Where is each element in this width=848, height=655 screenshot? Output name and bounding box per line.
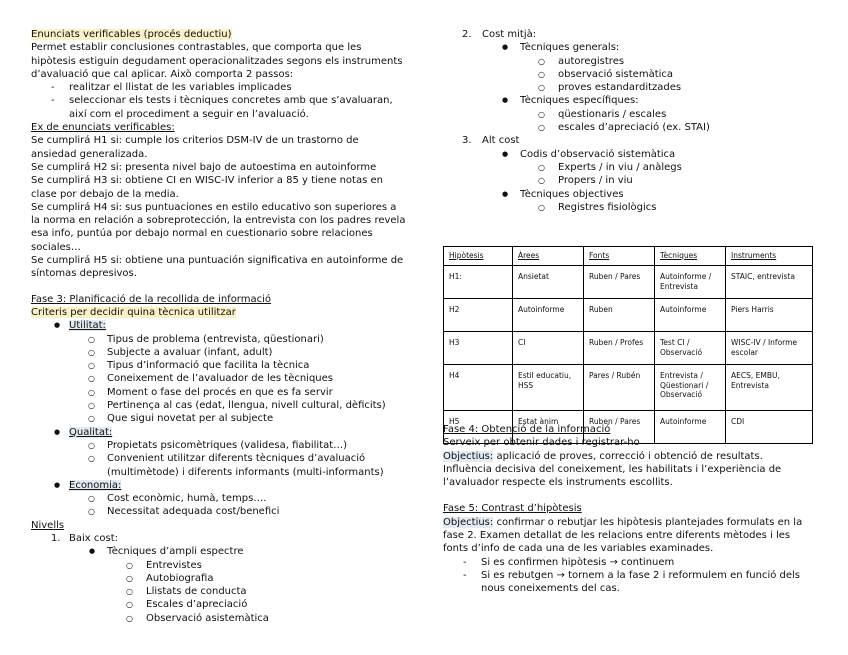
phase5-title: Fase 5: Contrast d’hipòtesis (443, 503, 582, 515)
table-cell: Ruben / Profes (584, 332, 655, 365)
step-item: - realitzar el llistat de les variables implicades (31, 81, 406, 94)
table-header: Instruments (726, 247, 813, 266)
table-cell: STAIC, entrevista (726, 266, 813, 299)
phase4-objectives: Objectius: aplicació de proves, correcció i obtenció de resultats. (443, 450, 763, 462)
phase4-line3: Influència decisiva del coneixement, les habilitats i l’experiència de l’avaluador respecte els instruments escollits. (443, 463, 782, 489)
list-item: ○ Observació asistemàtica (31, 612, 406, 625)
levels-title: Nivells (31, 519, 65, 531)
table-cell: Ansietat (513, 266, 584, 299)
criteria-economia: ● Economia: (31, 479, 406, 492)
example-h2: Se cumplirá H2 si: presenta nivel bajo de autoestima en autoinforme (31, 161, 377, 173)
table-cell: CDI (726, 411, 813, 444)
phase4-line1: Serveix per obtenir dades i registrar-ho (443, 437, 640, 449)
table-cell: Pares / Rubén (584, 365, 655, 411)
table-cell: Ruben / Pares (584, 411, 655, 444)
right-column-top (443, 28, 818, 214)
list-item: ○ autoregistres (443, 55, 818, 68)
phase5-list (443, 556, 818, 596)
level-3-group: ● Codis d’observació sistemàtica (443, 148, 818, 161)
level-3: 3. Alt cost (462, 135, 520, 147)
list-item: ○ proves estandarditzades (443, 81, 818, 94)
table-cell: AECS, EMBU, Entrevista (726, 365, 813, 411)
heading-verifiable: Enunciats verificables (procés deductiu) (31, 29, 232, 40)
examples-title: Ex de enunciats verificables: (31, 122, 175, 134)
table-cell: H1: (444, 266, 513, 299)
table-row (444, 332, 813, 365)
table-cell: Autoinforme (655, 411, 726, 444)
list-item: ○ Propers / in viu (443, 174, 818, 187)
phase3-title: Fase 3: Planificació de la recollida de informació (31, 293, 272, 305)
level-1: 1. Baix cost: (51, 532, 118, 544)
level-2-group: ● Tècniques específiques: (443, 94, 818, 107)
list-item: ○ Subjecte a avaluar (infant, adult) (31, 346, 406, 359)
table-header: Tècniques (655, 247, 726, 266)
table-header: Àrees (513, 247, 584, 266)
list-item: ○ Tipus d’informació que facilita la tècnica (31, 359, 406, 372)
intro-text: Permet establir conclusiones contrastables, que comporta que les hipòtesis estiguin degudament operacionalitzades segons els instruments d’avaluació que cal aplicar. Això comporta 2 passos: (31, 42, 403, 80)
list-item: ○ Moment o fase del procés en que es fa servir (31, 386, 406, 399)
list-item: - Si es confirmen hipòtesis → continuem (443, 556, 818, 569)
list-item: ○ Registres fisiològics (443, 201, 818, 214)
table-cell: Test CI / Observació (655, 332, 726, 365)
table-cell: Autoinforme / Entrevista (655, 266, 726, 299)
table-cell: Piers Harris (726, 299, 813, 332)
step-item: - seleccionar els tests i tècniques concretes amb que s’avaluaran, així com el procediment a seguir en l’avaluació. (31, 94, 406, 121)
list-item: ○ Que sigui novetat per al subjecte (31, 412, 406, 425)
list-item: ○ qüestionaris / escales (443, 108, 818, 121)
right-column-bottom (443, 423, 818, 596)
list-item: ○ Necessitat adequada cost/benefici (31, 505, 406, 518)
list-item: ○ Tipus de problema (entrevista, qüestionari) (31, 333, 406, 346)
phase5-objectives: Objectius: confirmar o rebutjar les hipòtesis plantejades formulats en la fase 2. Examen detallat de les relacions entre diferents mètodes i les fonts d’info de cada una de les variables examinades. (443, 516, 803, 555)
hypothesis-table (443, 246, 813, 444)
list-item: ○ escales d’apreciació (ex. STAI) (443, 121, 818, 134)
level-3-group: ● Tècniques objectives (443, 188, 818, 201)
table-cell: Autoinforme (513, 299, 584, 332)
list-item: ○ Propietats psicomètriques (validesa, fiabilitat…) (31, 439, 406, 452)
example-h5: Se cumplirá H5 si: obtiene una puntuación significativa en autoinforme de síntomas depresivos. (31, 255, 404, 280)
table-cell: H3 (444, 332, 513, 365)
table-cell: H2 (444, 299, 513, 332)
level-2: 2. Cost mitjà: (462, 29, 537, 40)
table-cell: Entrevista / Qüestionari / Observació (655, 365, 726, 411)
level-1-sub: ● Tècniques d’ampli espectre (31, 545, 406, 558)
table-cell: CI (513, 332, 584, 365)
example-h4: Se cumplirá H4 si: sus puntuaciones en estilo educativo son superiores a la norma en relación a sobreprotección, la entrevista con los padres revela esa info, puntúa por debajo normal en cuestionario sobre relaciones sociales… (31, 201, 406, 253)
table-cell: WISC-IV / Informe escolar (726, 332, 813, 365)
list-item: ○ Escales d’apreciació (31, 598, 406, 611)
table-cell: H4 (444, 365, 513, 411)
steps-list (31, 81, 406, 121)
criteria-qualitat: ● Qualitat: (31, 426, 406, 439)
list-item: ○ Autobiografia (31, 572, 406, 585)
list-item: ○ Convenient utilitzar diferents tècniques d’avaluació (multimètode) i diferents informants (multi-informants) (31, 452, 406, 479)
table-cell: Estil educatiu, HSS (513, 365, 584, 411)
list-item: ○ observació sistemàtica (443, 68, 818, 81)
list-item: - Si es rebutgen → tornem a la fase 2 i reformulem en funció dels nous coneixements del cas. (443, 569, 818, 596)
level-2-group: ● Tècniques generals: (443, 41, 818, 54)
table-row (444, 266, 813, 299)
table-cell: Autoinforme (655, 299, 726, 332)
table-cell: H5 (444, 411, 513, 444)
list-item: ○ Llistats de conducta (31, 585, 406, 598)
criteria-utilitat: ● Utilitat: (31, 319, 406, 332)
list-item: ○ Pertinença al cas (edat, llengua, nivell cultural, dèficits) (31, 399, 406, 412)
list-item: ○ Entrevistes (31, 559, 406, 572)
table-row (444, 365, 813, 411)
criteria-title: Criteris per decidir quina tècnica utilitzar (31, 306, 236, 318)
table-header-row (444, 247, 813, 266)
example-h1: Se cumplirá H1 si: cumple los criterios DSM-IV de un trastorno de ansiedad generalizada. (31, 135, 359, 160)
left-column (31, 28, 406, 625)
criteria-list (31, 319, 406, 518)
phase4-title: Fase 4: Obtenció de la informació (443, 424, 611, 435)
table-row (444, 299, 813, 332)
table-cell: Ruben (584, 299, 655, 332)
table-header: Fonts (584, 247, 655, 266)
table-cell: Estat ànim (513, 411, 584, 444)
table-cell: Ruben / Pares (584, 266, 655, 299)
example-h3: Se cumplirá H3 si: obtiene CI en WISC-IV inferior a 85 y tiene notas en clase por debajo de la media. (31, 175, 383, 200)
list-item: ○ Coneixement de l’avaluador de les tècniques (31, 372, 406, 385)
table-header: Hipòtesis (444, 247, 513, 266)
list-item: ○ Experts / in viu / anàlegs (443, 161, 818, 174)
list-item: ○ Cost econòmic, humà, temps…. (31, 492, 406, 505)
